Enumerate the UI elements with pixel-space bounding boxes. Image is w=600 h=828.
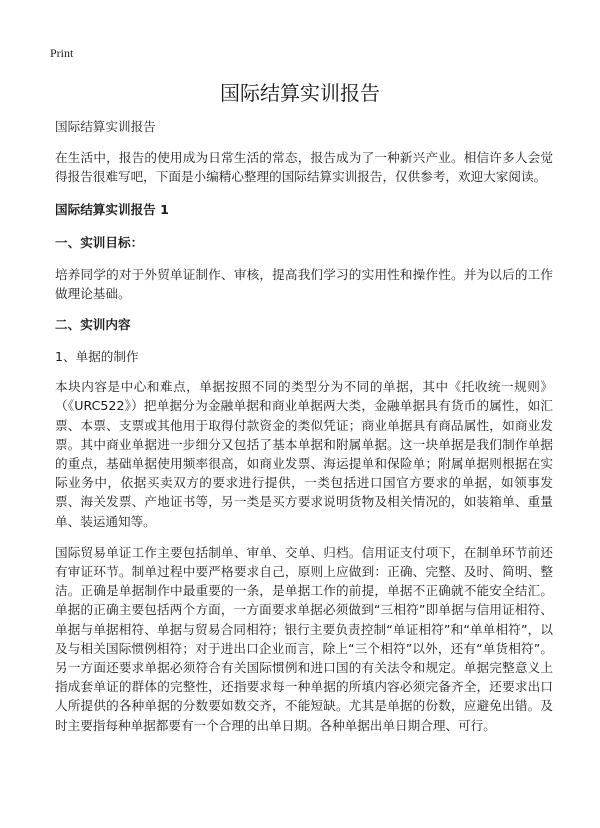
document-subtitle: 国际结算实训报告	[55, 119, 156, 134]
section2-heading: 二、实训内容	[55, 317, 131, 333]
print-label: Print	[50, 46, 74, 60]
item1-heading: 1、单据的制作	[55, 349, 139, 365]
report-heading: 国际结算实训报告 1	[55, 201, 169, 217]
intro-paragraph: 在生活中，报告的使用成为日常生活的常态，报告成为了一种新兴产业。相信许多人会觉得报告很难写吧，下面是小编精心整理的国际结算实训报告，仅供参考，欢迎大家阅读。	[55, 150, 553, 185]
document-title: 国际结算实训报告	[220, 81, 380, 105]
body-paragraph-2: 国际贸易单证工作主要包括制单、审单、交单、归档。信用证支付项下，在制单环节前还有审证环节。制单过程中要严格要求自己，原则上应做到：正确、完整、及时、简明、整洁。正确是单据制作中最重要的一条，是单据工作的前提，单据不正确就不能安全结汇。单据的正确主要包括两个方面，一方面要求单据必须做到“三相符”即单据与信用证相符、单据与单据相符、单据与贸易合同相符；银行主要负责控制“单证相符”和“单单相符”，以及与相关国际惯例相符；对于进出口企业而言，除上“三个相符”以外，还有“单货相符”。另一方面还要求单据必须符合有关国际惯例和进口国的有关法令和规定。单据完整意义上指成套单证的群体的完整性，还指要求每一种单据的所填内容必须完备齐全，还要求出口人所提供的各种单据的分数要如数交齐，不能短缺。尤其是单据的份数，应避免出错。及时主要指每种单据都要有一个合理的出单日期。各种单据出单日期合理、可行。	[55, 544, 553, 733]
body-paragraph-1: 本块内容是中心和难点，单据按照不同的类型分为不同的单据，其中《托收统一规则》（《URC522》）把单据分为金融单据和商业单据两大类，金融单据具有货币的属性，如汇票、本票、支票或其他用于取得付款资金的类似凭证；商业单据具有商品属性，如商业发票。其中商业单据进一步细分又包括了基本单据和附属单据。这一块单据是我们制作单据的重点，基础单据使用频率很高，如商业发票、海运提单和保险单；附属单据则根据在实际业务中，依据买卖双方的要求进行提供，一类包括进口国官方要求的单据，如领事发票、海关发票、产地证书等，另一类是买方要求说明货物及相关情况的，如装箱单、重量单、装运通知等。	[55, 379, 553, 529]
section1-heading: 一、实训目标：	[55, 234, 144, 250]
document-body	[55, 117, 553, 735]
section1-text: 培养同学的对于外贸单证制作、审核，提高我们学习的实用性和操作性。并为以后的工作做理论基础。	[55, 266, 553, 301]
